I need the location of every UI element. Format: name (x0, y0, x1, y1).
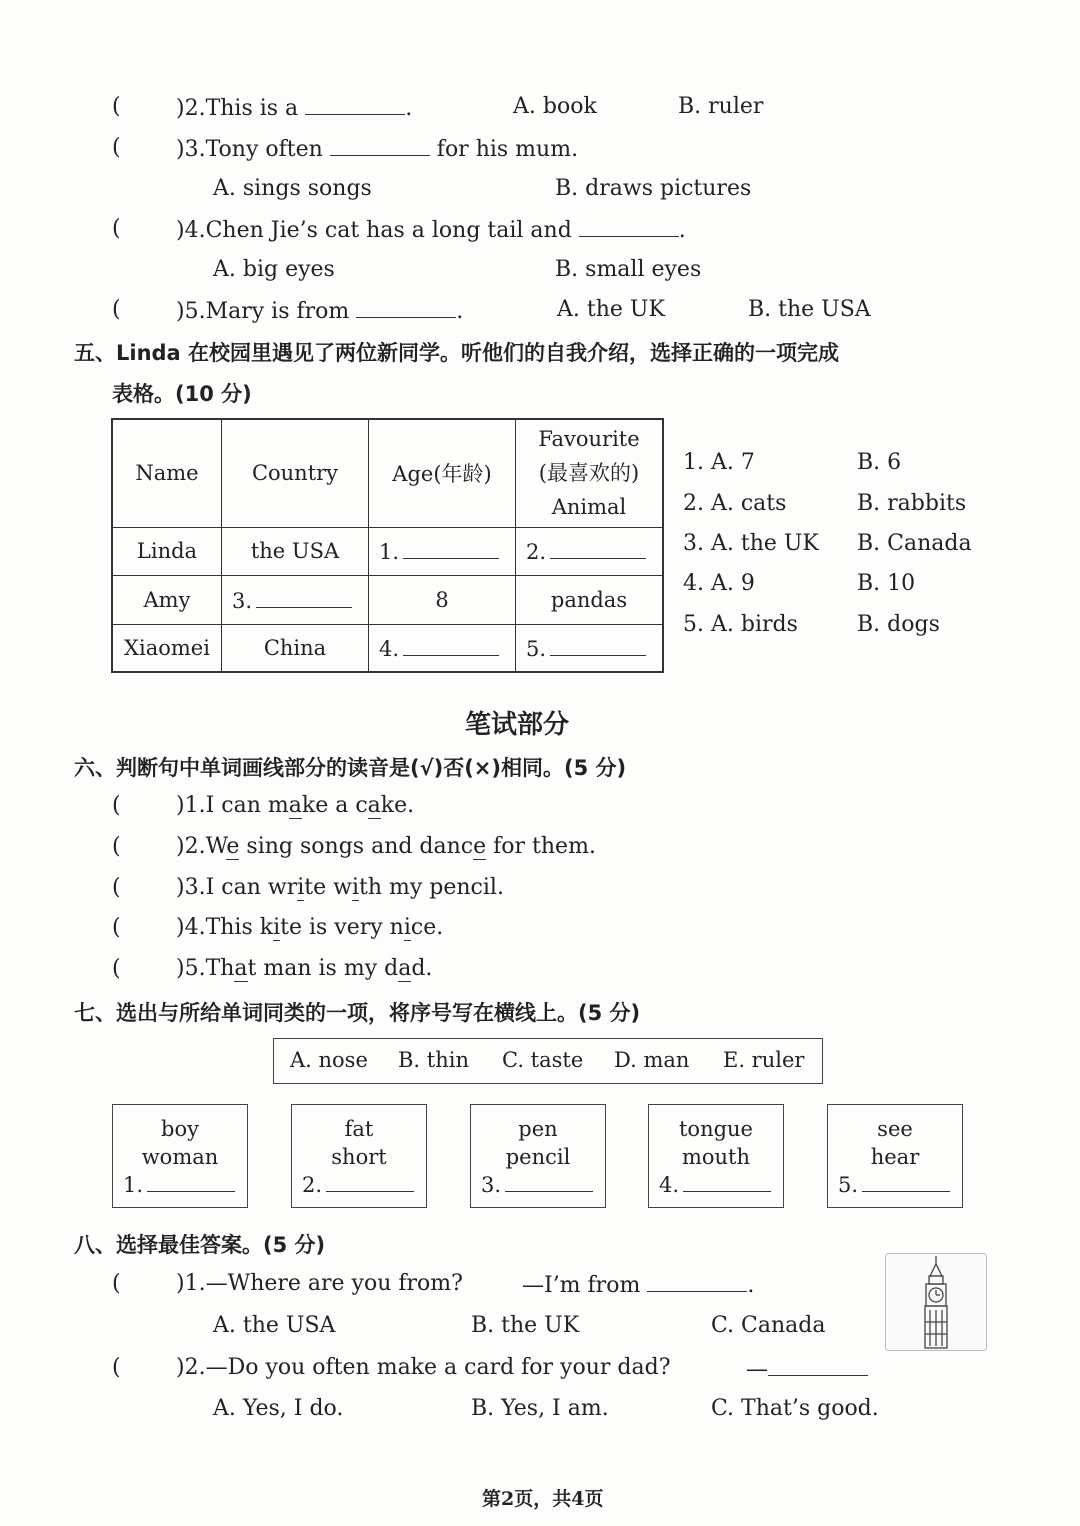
word-box-4: tongue mouth 4. (648, 1104, 784, 1208)
option-box (273, 1038, 823, 1084)
option-row-3a: 3. A. the UK (683, 531, 819, 556)
big-ben-image (885, 1253, 987, 1351)
option-b: B. ruler (678, 94, 764, 119)
option-a: A. Yes, I do. (213, 1396, 344, 1421)
option-c: C. taste (502, 1048, 584, 1072)
option-c: C. Canada (711, 1313, 826, 1338)
answer-paren: ( (112, 1271, 121, 1296)
answer-blank[interactable] (768, 1355, 868, 1376)
header-animal: Favourite (最喜欢的) Animal (516, 419, 664, 527)
item-stem: Chen Jie’s cat has a long tail and (205, 218, 572, 243)
option-e: E. ruler (723, 1048, 805, 1072)
item-number: )5. (176, 299, 206, 324)
option-c: C. That’s good. (711, 1396, 879, 1421)
answer-paren: ( (112, 875, 121, 900)
cell-animal: pandas (516, 575, 664, 624)
cell-age: 8 (369, 575, 516, 624)
table-row (112, 527, 663, 575)
option-a: A. sings songs (213, 176, 372, 201)
question-stem: —Where are you from? (205, 1271, 463, 1296)
list-item: )1.I can make a cake. (176, 793, 415, 818)
cell-name: Xiaomei (112, 624, 222, 672)
item-number: )4. (176, 218, 206, 243)
cell-animal[interactable]: 5. (516, 624, 664, 672)
cell-country[interactable]: 3. (222, 575, 369, 624)
header-country: Country (222, 419, 369, 527)
answer-blank[interactable] (305, 94, 405, 115)
section-title: 笔试部分 (465, 710, 570, 740)
part6-heading: 六、判断句中单词画线部分的读音是(√)否(×)相同。(5 分) (74, 756, 627, 780)
option-b: B. draws pictures (555, 176, 752, 201)
option-b: B. small eyes (555, 257, 702, 282)
option-b: B. Yes, I am. (471, 1396, 609, 1421)
option-row-5b: B. dogs (857, 612, 940, 637)
table-header-row (112, 419, 663, 527)
answer-paren: ( (112, 297, 121, 322)
list-item: )4.This kite is very nice. (176, 915, 444, 940)
cell-age[interactable]: 4. (369, 624, 516, 672)
answer-paren: ( (112, 915, 121, 940)
answer-paren: ( (112, 834, 121, 859)
part7-heading: 七、选出与所给单词同类的一项，将序号写在横线上。(5 分) (74, 1001, 641, 1025)
option-row-2b: B. rabbits (857, 491, 967, 516)
cell-name: Linda (112, 527, 222, 575)
option-row-4b: B. 10 (857, 571, 916, 596)
clock-tower-icon (886, 1254, 986, 1350)
answer-paren: ( (112, 94, 121, 119)
item-number: )3. (176, 137, 206, 162)
list-item: )5.That man is my dad. (176, 956, 433, 981)
answer-blank[interactable] (579, 216, 679, 237)
list-item: )2.We sing songs and dance for them. (176, 834, 596, 859)
header-age: Age(年龄) (369, 419, 516, 527)
option-row-5a: 5. A. birds (683, 612, 798, 637)
cell-animal[interactable]: 2. (516, 527, 664, 575)
option-a: A. the USA (213, 1313, 336, 1338)
option-row-2a: 2. A. cats (683, 491, 787, 516)
option-row-1b: B. 6 (857, 450, 902, 475)
page-footer: 第2页，共4页 (482, 1488, 604, 1510)
cell-country: China (222, 624, 369, 672)
cell-country: the USA (222, 527, 369, 575)
option-a: A. book (513, 94, 597, 119)
part5-heading-line1: 五、Linda 在校园里遇见了两位新同学。听他们的自我介绍，选择正确的一项完成 (74, 341, 840, 365)
list-item: )3.I can write with my pencil. (176, 875, 504, 900)
item-stem: Tony often (205, 137, 323, 162)
item-stem: Mary is from (205, 299, 350, 324)
word-box-3: pen pencil 3. (470, 1104, 606, 1208)
word-box-2: fat short 2. (291, 1104, 427, 1208)
option-row-3b: B. Canada (857, 531, 972, 556)
answer-paren: ( (112, 135, 121, 160)
part5-heading-line2: 表格。(10 分) (112, 382, 252, 406)
item-stem: This is a (205, 96, 299, 121)
answer-blank[interactable] (356, 297, 456, 318)
option-b: B. the UK (471, 1313, 580, 1338)
cell-age[interactable]: 1. (369, 527, 516, 575)
part8-heading: 八、选择最佳答案。(5 分) (74, 1233, 326, 1257)
option-a: A. the UK (557, 297, 665, 322)
answer-blank[interactable] (647, 1271, 747, 1292)
option-d: D. man (614, 1048, 690, 1072)
answer-paren: ( (112, 956, 121, 981)
option-row-4a: 4. A. 9 (683, 571, 755, 596)
table-row (112, 624, 663, 672)
option-a: A. nose (290, 1048, 368, 1072)
word-box-1: boy woman 1. (112, 1104, 248, 1208)
word-box-5: see hear 5. (827, 1104, 963, 1208)
answer-paren: ( (112, 1355, 121, 1380)
table-row (112, 575, 663, 624)
header-name: Name (112, 419, 222, 527)
question-stem: —Do you often make a card for your dad? (205, 1355, 671, 1380)
reply-text: —I’m from (522, 1273, 641, 1298)
answer-paren: ( (112, 216, 121, 241)
reply-text: — (746, 1357, 768, 1382)
answer-paren: ( (112, 793, 121, 818)
option-a: A. big eyes (213, 257, 335, 282)
item-number: )2. (176, 96, 206, 121)
option-row-1a: 1. A. 7 (683, 450, 755, 475)
option-b: B. thin (398, 1048, 469, 1072)
cell-name: Amy (112, 575, 222, 624)
answer-blank[interactable] (330, 135, 430, 156)
option-b: B. the USA (748, 297, 871, 322)
info-table (111, 418, 664, 673)
